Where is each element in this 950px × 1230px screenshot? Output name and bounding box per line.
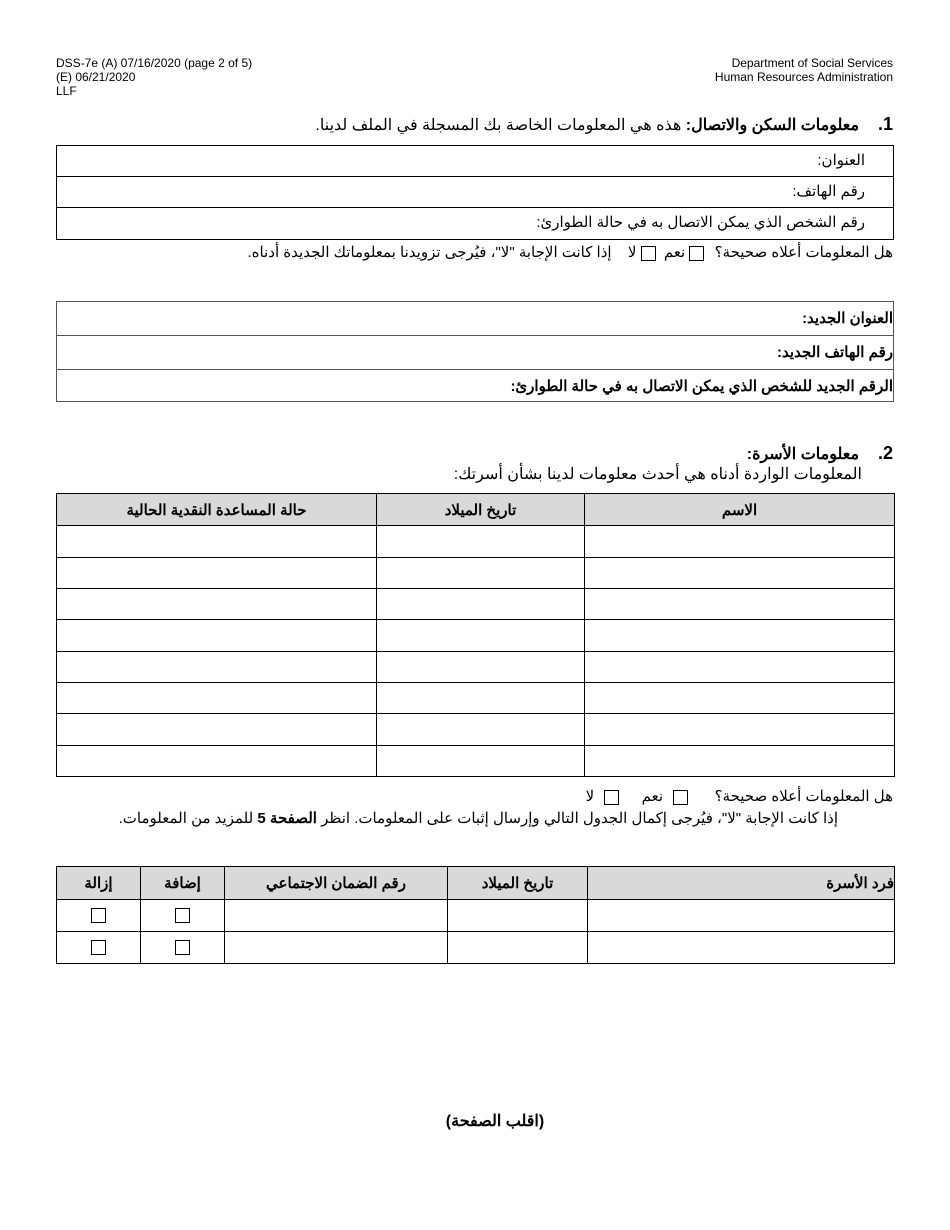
col-cash-assistance-status: حالة المساعدة النقدية الحالية — [57, 494, 377, 526]
form-id-block — [56, 56, 252, 98]
section2-number: 2. — [877, 443, 893, 463]
field-phone: رقم الهاتف: — [792, 183, 865, 200]
table-row — [57, 557, 895, 588]
agency-name: Department of Social Services — [731, 56, 893, 70]
turn-page-note: (اقلب الصفحة) — [445, 1113, 545, 1130]
section2-no-label: لا — [585, 788, 595, 805]
add-checkbox[interactable] — [175, 940, 190, 955]
section2-yes-label: نعم — [641, 788, 664, 805]
section1-yes-checkbox[interactable] — [689, 246, 704, 261]
table-row — [57, 714, 895, 745]
new-contact-info-box — [56, 301, 894, 402]
table-row — [57, 651, 895, 682]
table-row — [57, 620, 895, 651]
new-phone-field[interactable]: رقم الهاتف الجديد: — [777, 344, 893, 361]
agency-block — [715, 56, 893, 84]
household-table — [56, 493, 895, 777]
table-row — [57, 682, 895, 713]
table-row — [57, 588, 895, 619]
agency-division: Human Resources Administration — [714, 70, 893, 84]
col-name: الاسم — [585, 494, 895, 526]
col-household-member: فرد الأسرة — [588, 867, 895, 900]
section1-no-label: لا — [627, 244, 637, 261]
field-address: العنوان: — [817, 152, 865, 169]
household-table-header — [57, 494, 895, 526]
table-row — [57, 932, 895, 964]
table-row — [57, 900, 895, 932]
remove-checkbox[interactable] — [91, 940, 106, 955]
section1-number: 1. — [877, 114, 893, 134]
add-checkbox[interactable] — [175, 908, 190, 923]
section2-instruction — [119, 809, 838, 827]
col-member-birth-date: تاريخ الميلاد — [448, 867, 588, 900]
table-row — [57, 526, 895, 557]
section2-instruction-page-ref: الصفحة 5 — [257, 810, 317, 827]
section1-title: معلومات السكن والاتصال: — [685, 117, 860, 134]
new-address-field[interactable]: العنوان الجديد: — [802, 310, 893, 327]
form-revision: (E) 06/21/2020 — [56, 70, 136, 84]
section1-question-text: هل المعلومات أعلاه صحيحة؟ — [714, 244, 893, 261]
section2-subtitle: المعلومات الواردة أدناه هي أحدث معلومات لدينا بشأن أسرتك: — [453, 466, 862, 483]
col-ssn: رقم الضمان الاجتماعي — [225, 867, 448, 900]
changes-table-header — [57, 867, 895, 900]
household-changes-table — [56, 866, 895, 964]
form-code: LLF — [56, 84, 77, 98]
section2-instruction-b: للمزيد من المعلومات. — [118, 810, 254, 827]
section2-no-checkbox[interactable] — [604, 790, 619, 805]
remove-checkbox[interactable] — [91, 908, 106, 923]
new-emergency-contact-field[interactable]: الرقم الجديد للشخص الذي يمكن الاتصال به في حالة الطوارئ: — [510, 378, 893, 395]
col-birth-date: تاريخ الميلاد — [377, 494, 585, 526]
section1-correct-question — [248, 243, 894, 261]
section2-heading — [747, 443, 893, 464]
section1-no-checkbox[interactable] — [641, 246, 656, 261]
field-emergency-contact: رقم الشخص الذي يمكن الاتصال به في حالة الطوارئ: — [536, 214, 865, 231]
section2-question-text: هل المعلومات أعلاه صحيحة؟ — [714, 788, 893, 805]
section2-correct-question — [586, 787, 893, 805]
section1-subtitle: هذه هي المعلومات الخاصة بك المسجلة في الملف لدينا. — [315, 117, 682, 134]
col-add: إضافة — [141, 867, 225, 900]
section2-yes-checkbox[interactable] — [673, 790, 688, 805]
section2-instruction-a: إذا كانت الإجابة "لا"، فيُرجى إكمال الجدول التالي وإرسال إثبات على المعلومات. انظر — [321, 810, 838, 827]
contact-info-box — [56, 145, 894, 240]
section1-heading — [315, 114, 893, 135]
table-row — [57, 745, 895, 776]
section1-yes-label: نعم — [663, 244, 686, 261]
form-id: DSS-7e (A) 07/16/2020 (page 2 of 5) — [56, 56, 253, 70]
col-remove: إزالة — [57, 867, 141, 900]
section1-instruction: إذا كانت الإجابة "لا"، فيُرجى تزويدنا بمعلوماتك الجديدة أدناه. — [247, 244, 612, 261]
section2-title: معلومات الأسرة: — [746, 446, 860, 463]
